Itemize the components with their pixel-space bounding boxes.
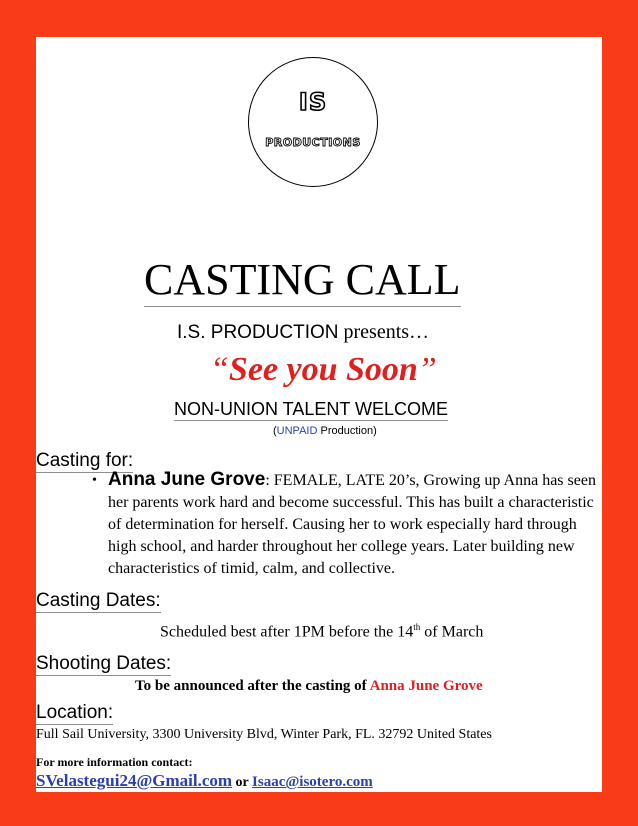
pay-open: ( <box>273 425 277 437</box>
logo-wordmark: PRODUCTIONS <box>265 136 361 149</box>
page-title: CASTING CALL <box>144 255 461 307</box>
role-name: Anna June Grove <box>108 469 266 490</box>
casting-dates-heading: Casting Dates: <box>36 590 161 611</box>
presents-word: presents… <box>343 321 430 343</box>
role-description <box>108 469 602 580</box>
logo-initials: IS <box>298 88 328 116</box>
contact-label: For more information contact: <box>36 755 193 769</box>
pay-note <box>273 424 377 438</box>
role-list-item <box>92 469 602 580</box>
shooting-dates-heading: Shooting Dates: <box>36 653 172 674</box>
company-name: I.S. PRODUCTION <box>177 322 339 343</box>
casting-for-heading: Casting for: <box>36 450 134 471</box>
close-quote: ” <box>417 351 437 388</box>
pay-unpaid: UNPAID <box>276 425 318 437</box>
movie-name: See you Soon <box>228 351 418 388</box>
movie-title <box>210 350 437 390</box>
casting-dates-text <box>160 617 483 642</box>
casting-dates-sup: th <box>413 622 421 632</box>
contact-email-secondary[interactable]: Isaac@isotero.com <box>252 774 373 790</box>
shooting-dates-role: Anna June Grove <box>369 678 483 694</box>
contact-emails <box>36 771 373 793</box>
location-heading: Location: <box>36 702 114 723</box>
open-quote: “ <box>210 351 229 388</box>
pay-rest: Production) <box>317 425 377 437</box>
is-productions-logo <box>248 57 378 187</box>
contact-email-primary[interactable]: SVelastegui24@Gmail.com <box>36 771 233 790</box>
bullet-icon: • <box>92 473 97 488</box>
shooting-dates-text <box>135 676 483 696</box>
casting-dates-before: Scheduled best after 1PM before the 14 <box>160 623 414 641</box>
location-address: Full Sail University, 3300 University Blvd, Winter Park, FL. 32792 United States <box>36 727 492 742</box>
presents-line <box>177 320 429 345</box>
casting-dates-after: of March <box>420 623 484 641</box>
role-details: : FEMALE, LATE 20’s, Growing up Anna has seen her parents work hard and become successful. This has built a characteristic of determination for herself. Causing her to work especially hard through high school, and harder throughout her college years. Later building new characteristics of timid, calm, and collective. <box>108 472 596 577</box>
shooting-dates-note: To be announced after the casting of <box>135 678 370 694</box>
welcome-line: NON-UNION TALENT WELCOME <box>174 399 449 419</box>
contact-or: or <box>232 775 253 790</box>
